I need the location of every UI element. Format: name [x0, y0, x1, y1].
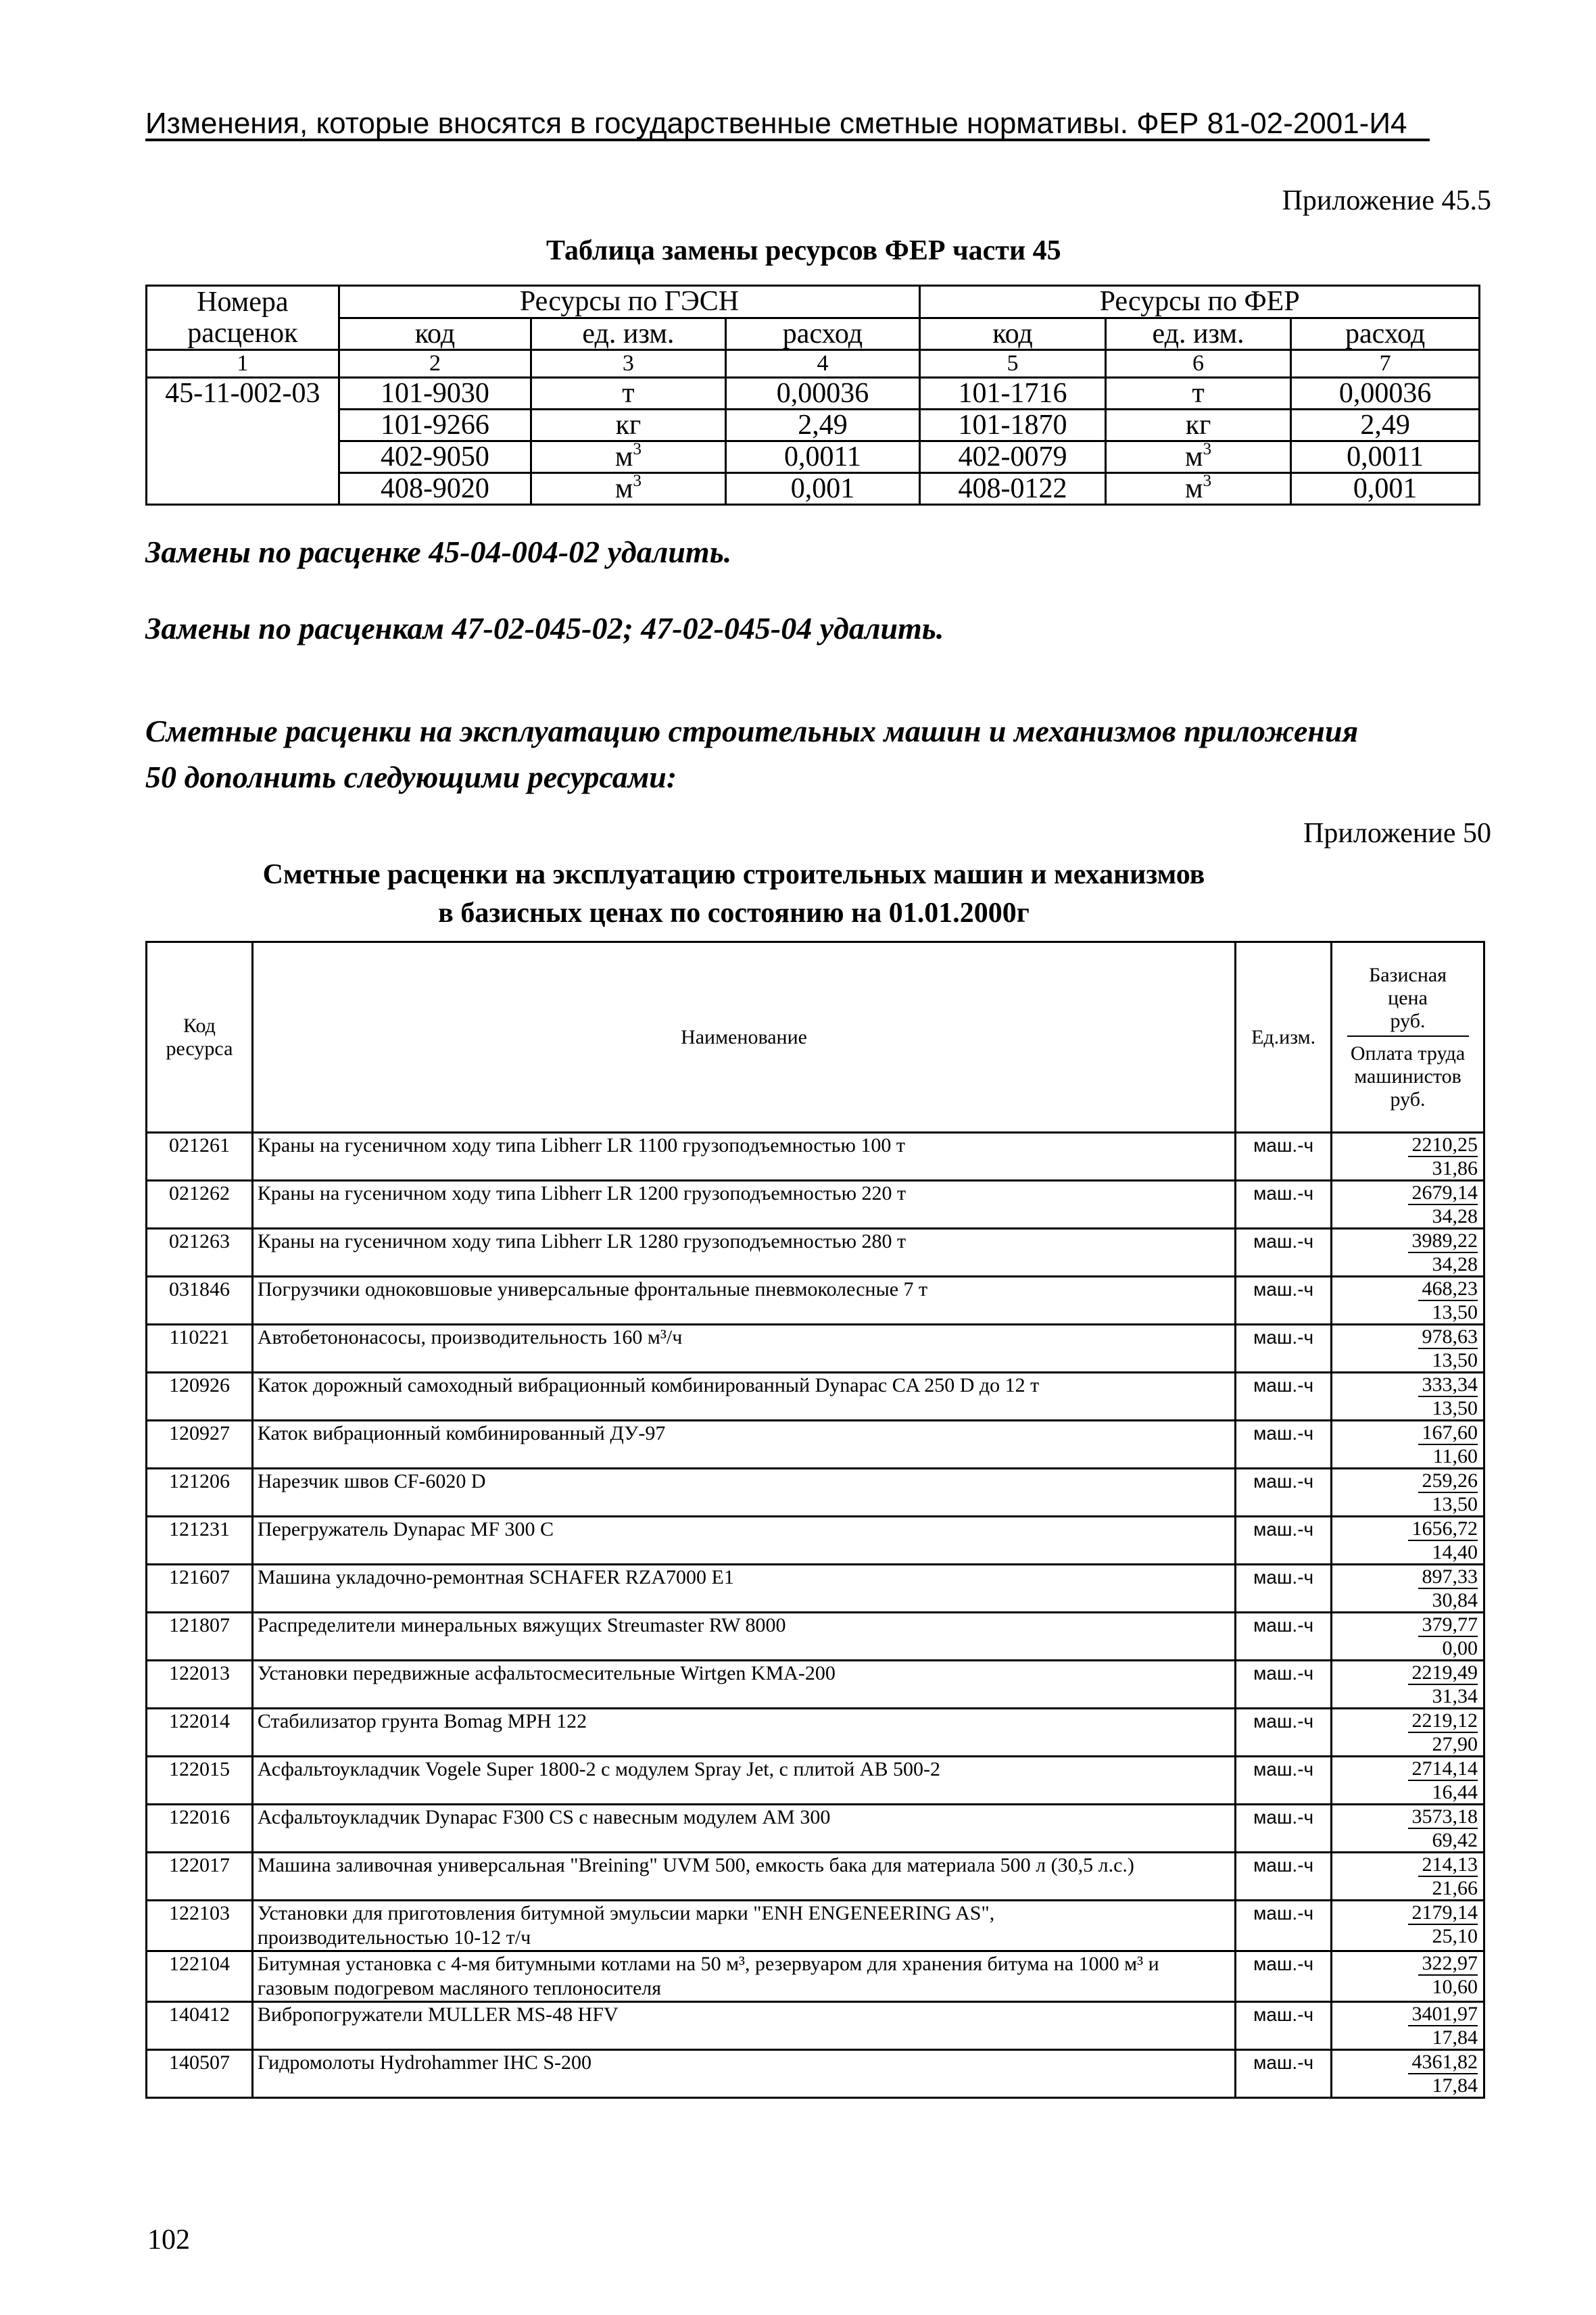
fer-code: 101-1870 [920, 410, 1106, 441]
resource-code: 122016 [147, 1805, 253, 1853]
resource-unit: маш.-ч [1236, 1757, 1332, 1805]
operator-wage: 0,00 [1442, 1637, 1478, 1659]
resource-unit: маш.-ч [1236, 1853, 1332, 1901]
gesn-code: 101-9266 [339, 410, 531, 441]
operator-wage: 21,66 [1432, 1877, 1478, 1899]
fer-code: 408-0122 [920, 473, 1106, 505]
header-fer-unit: ед. изм. [1105, 318, 1291, 350]
appendix-label-50: Приложение 50 [1303, 818, 1491, 849]
table-row [147, 1133, 1484, 1181]
operator-wage: 14,40 [1432, 1541, 1478, 1563]
gesn-consumption: 0,001 [725, 473, 920, 505]
table-row [147, 1373, 1484, 1421]
header-fer-consumption: расход [1291, 318, 1480, 350]
column-number: 2 [339, 350, 531, 378]
column-number: 7 [1291, 350, 1480, 378]
table-row [147, 1469, 1484, 1517]
fer-consumption: 0,001 [1291, 473, 1480, 505]
table-row [147, 1613, 1484, 1661]
resource-code: 120926 [147, 1373, 253, 1421]
base-price: 2210,25 [1408, 1134, 1478, 1157]
resource-unit: маш.-ч [1236, 1325, 1332, 1373]
operator-wage: 13,50 [1432, 1301, 1478, 1323]
base-price: 333,34 [1418, 1373, 1478, 1397]
table-row [147, 1805, 1484, 1853]
price-cell [1332, 2002, 1484, 2050]
table-row [147, 1853, 1484, 1901]
resource-name: Стабилизатор грунта Bomag MPH 122 [252, 1709, 1235, 1757]
table-row [147, 1565, 1484, 1613]
resource-code: 122103 [147, 1901, 253, 1951]
column-number: 1 [147, 350, 339, 378]
operator-wage: 13,50 [1432, 1493, 1478, 1515]
resource-unit: маш.-ч [1236, 1951, 1332, 2002]
price-cell [1332, 1661, 1484, 1709]
gesn-code: 402-9050 [339, 441, 531, 473]
running-header: Изменения, которые вносятся в государственные сметные нормативы. ФЕР 81-02-2001-И4 [145, 107, 1407, 140]
operator-wage: 11,60 [1432, 1445, 1478, 1467]
gesn-unit: $м^3$ [531, 441, 725, 473]
table-row [147, 1181, 1484, 1229]
operator-wage: 30,84 [1432, 1589, 1478, 1611]
gesn-consumption: 0,00036 [725, 378, 920, 410]
resource-name: Автобетононасосы, производительность 160 м³/ч [252, 1325, 1235, 1373]
operator-wage: 31,86 [1432, 1157, 1478, 1179]
base-price: 4361,82 [1408, 2051, 1478, 2074]
resource-unit: маш.-ч [1236, 1373, 1332, 1421]
operator-wage: 13,50 [1432, 1397, 1478, 1419]
fer-unit: т [1105, 378, 1291, 410]
resource-name: Распределители минеральных вяжущих Streumaster RW 8000 [252, 1613, 1235, 1661]
resource-code: 031846 [147, 1277, 253, 1325]
gesn-consumption: 0,0011 [725, 441, 920, 473]
resource-unit: маш.-ч [1236, 1181, 1332, 1229]
operator-wage: 16,44 [1432, 1781, 1478, 1803]
resource-code: 121607 [147, 1565, 253, 1613]
header-name: Наименование [252, 942, 1235, 1133]
gesn-consumption: 2,49 [725, 410, 920, 441]
price-cell [1332, 1901, 1484, 1951]
resource-unit: маш.-ч [1236, 1277, 1332, 1325]
table-title-resource-replacement: Таблица замены ресурсов ФЕР части 45 [546, 235, 1061, 266]
header-fer-resources: Ресурсы по ФЕР [920, 286, 1480, 318]
resource-unit: маш.-ч [1236, 1565, 1332, 1613]
column-number: 6 [1105, 350, 1291, 378]
table-row [147, 410, 1480, 441]
price-cell [1332, 1421, 1484, 1469]
header-gesn-resources: Ресурсы по ГЭСН [339, 286, 920, 318]
price-cell [1332, 1853, 1484, 1901]
table-row [147, 378, 1480, 410]
resource-code: 122015 [147, 1757, 253, 1805]
resource-unit: маш.-ч [1236, 1661, 1332, 1709]
operator-wage: 17,84 [1432, 2074, 1478, 2097]
table-row [147, 441, 1480, 473]
header-rule [145, 139, 1430, 141]
fer-consumption: 0,0011 [1291, 441, 1480, 473]
base-price: 2219,49 [1408, 1661, 1478, 1685]
machine-rates-table [145, 941, 1485, 2099]
resource-name: Краны на гусеничном ходу типа Libherr LR 1280 грузоподъемностью 280 т [252, 1229, 1235, 1277]
base-price: 379,77 [1418, 1613, 1478, 1637]
resource-name: Установки передвижные асфальтосмесительные Wirtgen KMA-200 [252, 1661, 1235, 1709]
operator-wage: 10,60 [1432, 1976, 1478, 1998]
price-cell [1332, 1805, 1484, 1853]
price-cell [1332, 1709, 1484, 1757]
table-row [147, 1325, 1484, 1373]
price-cell [1332, 1565, 1484, 1613]
header-gesn-unit: ед. изм. [531, 318, 725, 350]
resource-code: 140507 [147, 2050, 253, 2098]
base-price: 897,33 [1418, 1565, 1478, 1589]
resource-code: 021261 [147, 1133, 253, 1181]
header-gesn-code: код [339, 318, 531, 350]
base-price: 214,13 [1418, 1853, 1478, 1877]
note-delete-45-04-004-02: Замены по расценке 45-04-004-02 удалить. [145, 535, 732, 569]
base-price: 3401,97 [1408, 2003, 1478, 2026]
header-gesn-consumption: расход [725, 318, 920, 350]
resource-name: Установки для приготовления битумной эмульсии марки "ENH ENGENEERING AS", производительностью 10-12 т/ч [252, 1901, 1235, 1951]
gesn-unit: кг [531, 410, 725, 441]
price-cell [1332, 1277, 1484, 1325]
resource-code: 120927 [147, 1421, 253, 1469]
resource-code: 021262 [147, 1181, 253, 1229]
base-price: 167,60 [1418, 1421, 1478, 1445]
column-number: 3 [531, 350, 725, 378]
resource-code: 122104 [147, 1951, 253, 2002]
table-row [147, 1421, 1484, 1469]
resource-unit: маш.-ч [1236, 2002, 1332, 2050]
fer-unit: $м^3$ [1105, 473, 1291, 505]
resource-name: Погрузчики одноковшовые универсальные фронтальные пневмоколесные 7 т [252, 1277, 1235, 1325]
header-resource-code: Код ресурса [147, 942, 253, 1133]
table-row [147, 1517, 1484, 1565]
header-unit: Ед.изм. [1236, 942, 1332, 1133]
base-price: 259,26 [1418, 1469, 1478, 1493]
machine-rates-title-line1: Сметные расценки на эксплуатацию строительных машин и механизмов [262, 859, 1205, 890]
note-supplement-line1: Сметные расценки на эксплуатацию строительных машин и механизмов приложения [145, 714, 1359, 748]
resource-name: Перегружатель Dynapac MF 300 C [252, 1517, 1235, 1565]
column-number: 5 [920, 350, 1106, 378]
resource-code: 110221 [147, 1325, 253, 1373]
base-price: 468,23 [1418, 1277, 1478, 1301]
fer-unit: кг [1105, 410, 1291, 441]
table-row [147, 473, 1480, 505]
price-cell [1332, 1951, 1484, 2002]
appendix-label-45-5: Приложение 45.5 [1282, 185, 1491, 216]
fer-code: 101-1716 [920, 378, 1106, 410]
resource-name: Краны на гусеничном ходу типа Libherr LR 1100 грузоподъемностью 100 т [252, 1133, 1235, 1181]
resource-unit: маш.-ч [1236, 1709, 1332, 1757]
fer-unit: $м^3$ [1105, 441, 1291, 473]
resource-name: Вибропогружатели MULLER MS-48 HFV [252, 2002, 1235, 2050]
gesn-unit: $м^3$ [531, 473, 725, 505]
header-base-price-wage: Базисная цена руб. Оплата труда машинистов руб. [1332, 942, 1484, 1133]
resource-unit: маш.-ч [1236, 1517, 1332, 1565]
price-cell [1332, 1373, 1484, 1421]
base-price: 2179,14 [1408, 1901, 1478, 1925]
resource-name: Каток вибрационный комбинированный ДУ-97 [252, 1421, 1235, 1469]
price-cell [1332, 1613, 1484, 1661]
header-fer-code: код [920, 318, 1106, 350]
resource-name: Битумная установка с 4-мя битумными котлами на 50 м³, резервуаром для хранения битума на 1000 м³ и газовым подогревом масляного теплоносителя [252, 1951, 1235, 2002]
rate-number: 45-11-002-03 [147, 378, 339, 505]
operator-wage: 27,90 [1432, 1733, 1478, 1755]
base-price: 2219,12 [1408, 1709, 1478, 1733]
operator-wage: 25,10 [1432, 1925, 1478, 1947]
resource-unit: маш.-ч [1236, 2050, 1332, 2098]
resource-code: 121206 [147, 1469, 253, 1517]
fer-consumption: 0,00036 [1291, 378, 1480, 410]
table-row [147, 2050, 1484, 2098]
resource-unit: маш.-ч [1236, 1133, 1332, 1181]
fraction-divider [1347, 1035, 1469, 1037]
table-row [147, 1229, 1484, 1277]
price-cell [1332, 1325, 1484, 1373]
table-row [147, 1277, 1484, 1325]
price-cell [1332, 1757, 1484, 1805]
price-cell [1332, 1133, 1484, 1181]
gesn-code: 101-9030 [339, 378, 531, 410]
machine-rates-title-line2: в базисных ценах по состоянию на 01.01.2000г [438, 898, 1030, 929]
price-cell [1332, 2050, 1484, 2098]
resource-unit: маш.-ч [1236, 1229, 1332, 1277]
note-supplement-line2: 50 дополнить следующими ресурсами: [145, 760, 677, 794]
column-numbers-row [147, 350, 1480, 378]
header-rate-numbers: Номера расценок [147, 286, 339, 350]
resource-unit: маш.-ч [1236, 1805, 1332, 1853]
base-price: 978,63 [1418, 1325, 1478, 1349]
table-row [147, 1951, 1484, 2002]
resource-name: Машина заливочная универсальная "Breining" UVM 500, емкость бака для материала 500 л (30,5 л.с.) [252, 1853, 1235, 1901]
resource-unit: маш.-ч [1236, 1613, 1332, 1661]
resource-code: 122013 [147, 1661, 253, 1709]
column-number: 4 [725, 350, 920, 378]
note-delete-47-02-045: Замены по расценкам 47-02-045-02; 47-02-045-04 удалить. [145, 611, 944, 645]
operator-wage: 13,50 [1432, 1349, 1478, 1371]
resource-code: 122014 [147, 1709, 253, 1757]
resource-name: Каток дорожный самоходный вибрационный комбинированный Dynapac CA 250 D до 12 т [252, 1373, 1235, 1421]
resource-unit: маш.-ч [1236, 1421, 1332, 1469]
base-price: 322,97 [1418, 1952, 1478, 1976]
price-cell [1332, 1517, 1484, 1565]
resource-code: 140412 [147, 2002, 253, 2050]
price-cell [1332, 1229, 1484, 1277]
operator-wage: 34,28 [1432, 1253, 1478, 1275]
resource-code: 121231 [147, 1517, 253, 1565]
operator-wage: 34,28 [1432, 1205, 1478, 1227]
fer-code: 402-0079 [920, 441, 1106, 473]
table-row [147, 1709, 1484, 1757]
base-price: 1656,72 [1408, 1517, 1478, 1541]
base-price: 2714,14 [1408, 1757, 1478, 1781]
resource-unit: маш.-ч [1236, 1901, 1332, 1951]
gesn-code: 408-9020 [339, 473, 531, 505]
price-cell [1332, 1181, 1484, 1229]
operator-wage: 31,34 [1432, 1685, 1478, 1707]
fer-consumption: 2,49 [1291, 410, 1480, 441]
table-row [147, 1901, 1484, 1951]
resource-name: Гидромолоты Hydrohammer IHC S-200 [252, 2050, 1235, 2098]
base-price: 3573,18 [1408, 1805, 1478, 1829]
base-price: 3989,22 [1408, 1229, 1478, 1253]
resource-name: Асфальтоукладчик Vogele Super 1800-2 с модулем Spray Jet, с плитой AB 500-2 [252, 1757, 1235, 1805]
table-row [147, 1661, 1484, 1709]
resource-name: Нарезчик швов CF-6020 D [252, 1469, 1235, 1517]
table-row [147, 1757, 1484, 1805]
resource-code: 122017 [147, 1853, 253, 1901]
table-row [147, 2002, 1484, 2050]
resource-replacement-table [145, 285, 1480, 506]
operator-wage: 17,84 [1432, 2026, 1478, 2049]
resource-name: Асфальтоукладчик Dynapac F300 CS с навесным модулем AM 300 [252, 1805, 1235, 1853]
resource-name: Краны на гусеничном ходу типа Libherr LR 1200 грузоподъемностью 220 т [252, 1181, 1235, 1229]
resource-name: Машина укладочно-ремонтная SCHAFER RZA7000 E1 [252, 1565, 1235, 1613]
operator-wage: 69,42 [1432, 1829, 1478, 1851]
base-price: 2679,14 [1408, 1181, 1478, 1205]
price-cell [1332, 1469, 1484, 1517]
resource-unit: маш.-ч [1236, 1469, 1332, 1517]
resource-code: 021263 [147, 1229, 253, 1277]
resource-code: 121807 [147, 1613, 253, 1661]
page-number: 102 [147, 2224, 190, 2256]
gesn-unit: т [531, 378, 725, 410]
